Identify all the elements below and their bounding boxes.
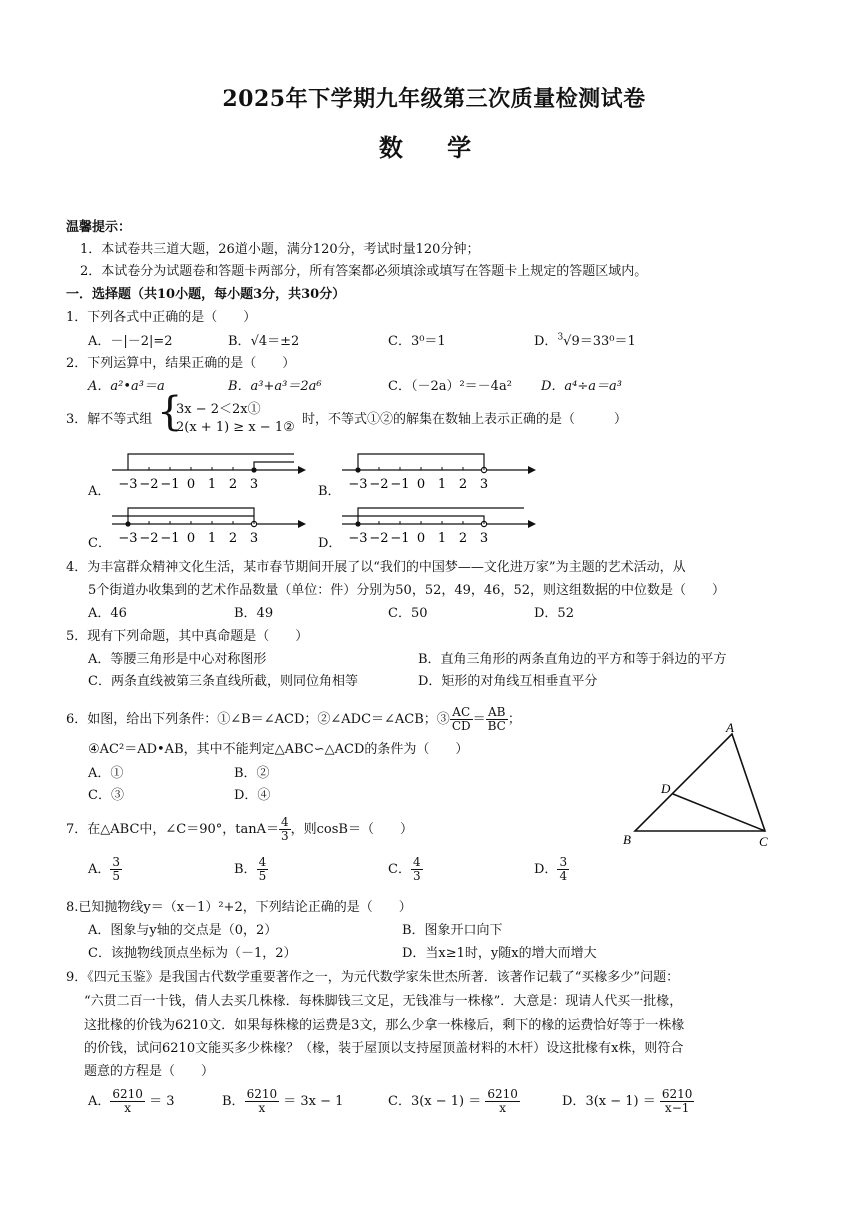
vertex-label-c: C	[759, 834, 768, 849]
q5-stem: 5．现有下列命题，其中真命题是（ ）	[66, 629, 309, 644]
tick-label: 0	[186, 531, 196, 546]
q4-option-b: B．49	[234, 606, 274, 621]
tick-label: −2	[139, 531, 159, 546]
vertex-label-b: B	[623, 832, 631, 847]
q3-prefix: 3．解不等式组	[66, 412, 153, 427]
q9-option-b: B． $\frac{6210}{x}$ ＝ 3x − 1	[222, 1087, 344, 1115]
tick-label: −1	[160, 531, 180, 546]
tick-label: −1	[390, 531, 410, 546]
tick-label: 3	[479, 531, 489, 546]
tick-label: 2	[228, 531, 238, 546]
number-line-b	[338, 446, 538, 494]
q5-option-b: B．直角三角形的两条直角边的平方和等于斜边的平方	[418, 652, 727, 667]
q2-stem: 2．下列运算中，结果正确的是（ ）	[66, 356, 296, 371]
tick-label: 0	[186, 477, 196, 492]
q5-option-c: C．两条直线被第三条直线所截，则同位角相等	[88, 674, 358, 689]
vertex-label-d: D	[661, 781, 671, 796]
q6-option-d: D．④	[234, 788, 271, 803]
q7-option-c: C． $\frac{4}{3}$	[388, 855, 421, 883]
tick-label: −1	[390, 477, 410, 492]
tick-label: −2	[139, 477, 159, 492]
tick-label: 2	[458, 531, 468, 546]
q8-stem: 8.已知抛物线y＝（x－1）²+2，下列结论正确的是（ ）	[66, 900, 412, 915]
tick-label: 1	[437, 531, 447, 546]
q9-line-5: 题意的方程是（ ）	[84, 1064, 215, 1079]
tick-label: 0	[416, 531, 426, 546]
tick-label: 3	[249, 477, 259, 492]
q3-label-a: A．	[88, 484, 111, 499]
q4-option-c: C．50	[388, 606, 428, 621]
q1-stem: 1．下列各式中正确的是（ ）	[66, 310, 257, 325]
tip-1: 1．本试卷共三道大题，26道小题，满分120分，考试时量120分钟；	[80, 242, 480, 257]
tick-label: 1	[207, 531, 217, 546]
q7-option-a: A． $\frac{3}{5}$	[88, 855, 121, 883]
number-line-d	[338, 500, 538, 548]
q8-option-a: A．图象与y轴的交点是（0，2）	[88, 923, 278, 938]
tick-label: −3	[118, 477, 138, 492]
q7-option-d: D． $\frac{3}{4}$	[534, 855, 568, 883]
q9-line-3: 这批椽的价钱为6210文．如果每株椽的运费是3文，那么少拿一株椽后，剩下的椽的运费恰好等于一株椽	[84, 1018, 685, 1033]
exam-title: 2025年下学期九年级第三次质量检测试卷	[222, 86, 646, 112]
tick-label: −2	[369, 531, 389, 546]
q4-option-a: A．46	[88, 606, 127, 621]
q4-option-d: D．52	[534, 606, 574, 621]
number-line-a	[108, 446, 308, 494]
tip-2: 2．本试卷分为试题卷和答题卡两部分，所有答案都必须填涂或填写在答题卡上规定的答题区域内。	[80, 264, 648, 279]
tick-label: 1	[437, 477, 447, 492]
q2-option-d: D．a⁴÷a＝a³	[541, 379, 622, 394]
brace-symbol: {	[157, 389, 183, 435]
q3-ineq-1: 3x − 2＜2x①	[176, 402, 261, 417]
q8-option-b: B．图象开口向下	[402, 923, 503, 938]
q8-option-c: C．该抛物线顶点坐标为（－1，2）	[88, 946, 297, 961]
q6-fraction-1: $\frac{AC}{CD}$	[451, 705, 471, 733]
q2-option-c: C．（－2a）²＝－4a²	[388, 379, 512, 394]
q9-line-2: “六贯二百一十钱，倩人去买几株椽．每株脚钱三文足，无钱准与一株椽”．大意是：现请人代买一批椽，	[84, 994, 683, 1009]
q4-line-2: 5个街道办收集到的艺术作品数量（单位：件）分别为50，52，49，46，52，则这组数据的中位数是（ ）	[88, 583, 725, 598]
subject-title: 数 学	[378, 133, 490, 162]
q5-option-d: D．矩形的对角线互相垂直平分	[418, 674, 598, 689]
q7-option-b: B． $\frac{4}{5}$	[234, 855, 267, 883]
q4-line-1: 4．为丰富群众精神文化生活，某市春节期间开展了以“我们的中国梦——文化进万家”为主题的艺术活动，从	[66, 560, 686, 575]
tick-label: −2	[369, 477, 389, 492]
q6-option-b: B．②	[234, 766, 270, 781]
tick-label: 2	[228, 477, 238, 492]
q7-stem: 7．在△ABC中，∠C＝90°，tanA＝ $\frac{4}{3}$ ，则cosB＝（ ）	[66, 815, 413, 843]
q9-line-1: 9．《四元玉鉴》是我国古代数学重要著作之一，为元代数学家朱世杰所著．该著作记载了“买椽多少”问题：	[66, 970, 680, 985]
q8-option-d: D．当x≥1时，y随x的增大而增大	[402, 946, 597, 961]
q1-option-a: A．－|－2|=2	[88, 334, 173, 349]
q3-suffix: 时，不等式①②的解集在数轴上表示正确的是（ ）	[302, 412, 628, 427]
q3-label-b: B．	[318, 484, 341, 499]
sqrt-symbol: √4	[250, 334, 268, 349]
tips-heading: 温馨提示：	[66, 220, 132, 235]
tick-label: −3	[348, 531, 368, 546]
triangle-figure	[615, 718, 785, 850]
tick-label: 1	[207, 477, 217, 492]
q1-option-b: B．√4＝±2	[228, 334, 300, 349]
q9-option-a: A． $\frac{6210}{x}$ ＝ 3	[88, 1087, 175, 1115]
q6-option-a: A．①	[88, 766, 124, 781]
q9-option-c: C．3(x − 1) ＝ $\frac{6210}{x}$	[388, 1087, 518, 1115]
q3-ineq-2: 2(x + 1) ≥ x − 1②	[176, 420, 295, 435]
number-line-c	[108, 500, 308, 548]
q9-line-4: 的价钱，试问6210文能买多少株椽？（椽，装于屋顶以支持屋顶盖材料的木杆）设这批椽有x株，则符合	[84, 1041, 684, 1056]
q6-fraction-2: $\frac{AB}{BC}$	[487, 705, 506, 733]
q2-option-a: A．a²•a³＝a	[88, 379, 165, 394]
q3-label-c: C．	[88, 536, 111, 551]
tick-label: −3	[348, 477, 368, 492]
tick-label: −1	[160, 477, 180, 492]
q6-line-2: ④AC²＝AD•AB，其中不能判定△ABC∽△ACD的条件为（ ）	[88, 742, 469, 757]
q1-option-d: D．$^3$√9＝33⁰＝1	[534, 332, 636, 349]
q1-option-c: C．3⁰＝1	[388, 334, 446, 349]
q9-option-d: D．3(x − 1) ＝ $\frac{6210}{x-1}$	[562, 1087, 693, 1115]
section-1-heading: 一．选择题（共10小题，每小题3分，共30分）	[66, 287, 346, 302]
tick-label: 3	[249, 531, 259, 546]
q2-option-b: B．a³+a³＝2a⁶	[228, 379, 322, 394]
tick-label: 0	[416, 477, 426, 492]
q3-label-d: D．	[318, 536, 342, 551]
q7-tan-fraction: $\frac{4}{3}$	[281, 815, 289, 843]
tick-label: 2	[458, 477, 468, 492]
vertex-label-a: A	[726, 720, 734, 735]
q6-line-1: 6．如图，给出下列条件：①∠B＝∠ACD；②∠ADC＝∠ACB；③ $\frac{AC}{CD}$ ＝ $\frac{AB}{BC}$ ；	[66, 705, 521, 733]
q6-option-c: C．③	[88, 788, 124, 803]
tick-label: 3	[479, 477, 489, 492]
q5-option-a: A．等腰三角形是中心对称图形	[88, 652, 267, 667]
tick-label: −3	[118, 531, 138, 546]
